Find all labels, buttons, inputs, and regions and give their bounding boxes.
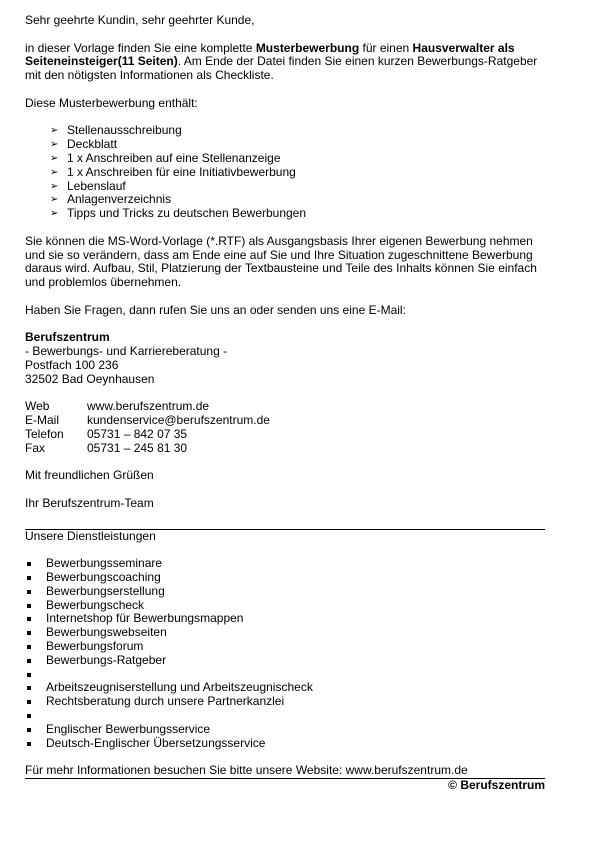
square-bullet-icon: [27, 728, 31, 732]
contact-link-email[interactable]: kundenservice@berufszentrum.de: [87, 413, 270, 428]
contact-block: [25, 400, 545, 455]
intro-bold-1: Musterbewerbung: [255, 40, 360, 55]
contents-list: [25, 124, 545, 221]
footer-info: Für mehr Informationen besuchen Sie bitte unsere Website: www.berufszentrum.de: [25, 763, 468, 778]
contact-label-fax: Fax: [25, 440, 46, 455]
list-item: ➢ Deckblatt: [50, 137, 118, 152]
contents-heading: Diese Musterbewerbung enthält:: [25, 95, 198, 110]
square-bullet-icon: [27, 659, 31, 663]
company-name: Berufszentrum: [25, 330, 110, 345]
list-item: Bewerbungsforum: [25, 640, 545, 654]
square-bullet-icon: [27, 686, 31, 690]
square-bullet-icon: [27, 742, 31, 746]
square-bullet-icon: [27, 590, 31, 594]
usage-paragraph: Sie können die MS-Word-Vorlage (*.RTF) als Ausgangsbasis Ihrer eigenen Bewerbung nehmen und sie so verändern, dass am Ende eine auf Sie und Ihre Situation zugeschnittene Bewerbung daraus wird. Aufbau, Stil, Platzierung der Textbausteine und Teile des Inhalts können Sie einfach und problemlos übernehmen.: [25, 233, 537, 290]
list-item: ➢ 1 x Anschreiben auf eine Stellenanzeige: [50, 150, 281, 165]
list-item-empty: [25, 668, 545, 682]
closing: Mit freundlichen Grüßen: [25, 468, 154, 483]
list-item: Englischer Bewerbungsservice: [25, 723, 545, 737]
signature: Ihr Berufszentrum-Team: [25, 495, 154, 510]
list-item: ➢ Stellenausschreibung: [50, 123, 182, 138]
list-item: Rechtsberatung durch unsere Partnerkanzlei: [25, 695, 545, 709]
list-item: Bewerbungsseminare: [25, 557, 545, 571]
list-item: ➢ Tipps und Tricks zu deutschen Bewerbungen: [50, 206, 307, 221]
arrow-bullet-icon: ➢: [50, 208, 59, 220]
contact-value-phone: 05731 – 842 07 35: [87, 426, 188, 441]
intro-text-1: in dieser Vorlage finden Sie eine komplette: [25, 40, 256, 55]
company-city: 32502 Bad Oeynhausen: [25, 371, 155, 386]
contact-link-web[interactable]: www.berufszentrum.de: [87, 399, 210, 414]
square-bullet-icon: [27, 673, 31, 677]
intro-paragraph: [25, 42, 545, 83]
intro-text-2: für einen: [359, 40, 413, 55]
arrow-bullet-icon: ➢: [50, 125, 59, 137]
list-item: Internetshop für Bewerbungsmappen: [25, 612, 545, 626]
services-list: [25, 557, 545, 750]
list-item: Bewerbungscheck: [25, 599, 545, 613]
contact-label-phone: Telefon: [25, 426, 64, 441]
square-bullet-icon: [27, 645, 31, 649]
square-bullet-icon: [27, 617, 31, 621]
intro-bold-2: Hausverwalter als Seiteneinsteiger(11 Seiten): [25, 40, 515, 69]
square-bullet-icon: [27, 700, 31, 704]
list-item-empty: [25, 709, 545, 723]
greeting: Sehr geehrte Kundin, sehr geehrter Kunde,: [25, 13, 255, 27]
contact-label-web: Web: [25, 399, 50, 414]
list-item: Bewerbungscoaching: [25, 571, 545, 585]
arrow-bullet-icon: ➢: [50, 166, 59, 178]
list-item: ➢ Anlagenverzeichnis: [50, 192, 172, 207]
list-item: ➢ 1 x Anschreiben für eine Initiativbewerbung: [50, 164, 296, 179]
contact-value-fax: 05731 – 245 81 30: [87, 440, 188, 455]
arrow-bullet-icon: ➢: [50, 152, 59, 164]
copyright: © Berufszentrum: [448, 778, 545, 793]
list-item: ➢ Lebenslauf: [50, 178, 126, 193]
questions-paragraph: Haben Sie Fragen, dann rufen Sie uns an oder senden uns eine E-Mail:: [25, 302, 406, 317]
document-page: [25, 14, 545, 793]
list-item: Bewerbungs-Ratgeber: [25, 654, 545, 668]
contact-label-email: E-Mail: [25, 413, 60, 428]
company-tagline: - Bewerbungs- und Karriereberatung -: [25, 344, 228, 359]
company-postfach: Postfach 100 236: [25, 357, 119, 372]
list-item: Deutsch-Englischer Übersetzungsservice: [25, 737, 545, 751]
square-bullet-icon: [27, 604, 31, 608]
square-bullet-icon: [27, 576, 31, 580]
arrow-bullet-icon: ➢: [50, 194, 59, 206]
arrow-bullet-icon: ➢: [50, 139, 59, 151]
list-item: Arbeitszeugniserstellung und Arbeitszeugnischeck: [25, 681, 545, 695]
square-bullet-icon: [27, 562, 31, 566]
services-heading: Unsere Dienstleistungen: [25, 528, 156, 543]
list-item: Bewerbungswebseiten: [25, 626, 545, 640]
square-bullet-icon: [27, 631, 31, 635]
square-bullet-icon: [27, 714, 31, 718]
list-item: Bewerbungserstellung: [25, 585, 545, 599]
arrow-bullet-icon: ➢: [50, 180, 59, 192]
intro-text-3: . Am Ende der Datei finden Sie einen kurzen Bewerbungs-Ratgeber mit den nötigsten Informationen als Checkliste.: [25, 54, 538, 83]
